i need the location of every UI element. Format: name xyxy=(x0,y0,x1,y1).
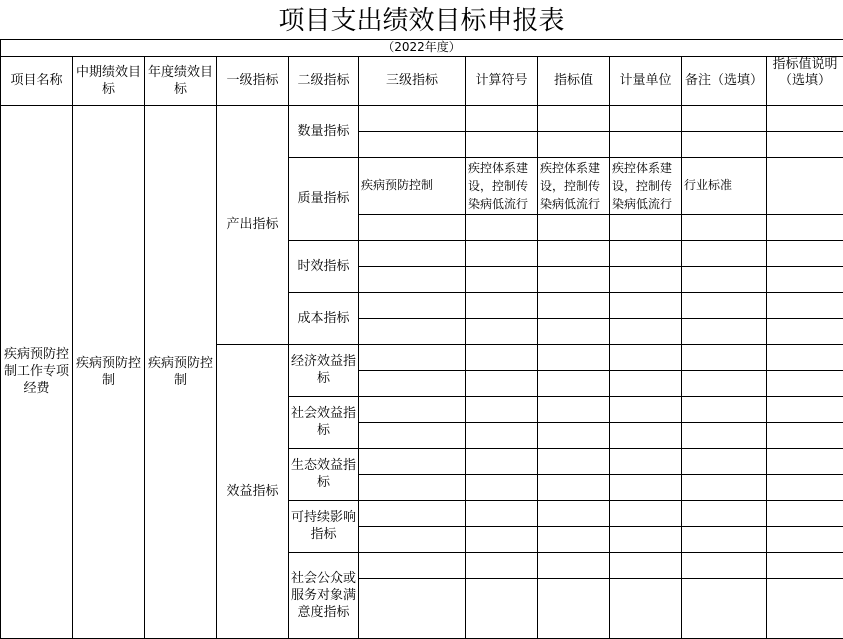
cell xyxy=(359,578,466,638)
cell xyxy=(682,292,767,318)
cell xyxy=(610,552,682,578)
cell xyxy=(682,448,767,474)
cell xyxy=(767,292,843,318)
cell xyxy=(610,370,682,396)
cell xyxy=(466,131,538,157)
cell xyxy=(466,500,538,526)
cell xyxy=(682,131,767,157)
cell xyxy=(538,266,610,292)
level2-satisfaction: 社会公众或服务对象满意度指标 xyxy=(289,552,359,638)
level2-ecological: 生态效益指标 xyxy=(289,448,359,500)
level1-benefit: 效益指标 xyxy=(217,344,289,638)
level1-output: 产出指标 xyxy=(217,105,289,344)
cell xyxy=(466,292,538,318)
cell xyxy=(538,292,610,318)
col-mid-goal: 中期绩效目标 xyxy=(73,56,145,105)
quality-unit: 疾控体系建设，控制传染病低流行 xyxy=(610,157,682,214)
cell xyxy=(538,344,610,370)
cell xyxy=(682,552,767,578)
cell xyxy=(610,526,682,552)
col-level2: 二级指标 xyxy=(289,56,359,105)
cell xyxy=(610,131,682,157)
cell xyxy=(767,240,843,266)
cell xyxy=(466,105,538,131)
cell xyxy=(538,526,610,552)
cell xyxy=(538,578,610,638)
col-unit: 计量单位 xyxy=(610,56,682,105)
cell xyxy=(767,448,843,474)
cell xyxy=(359,240,466,266)
cell xyxy=(359,292,466,318)
cell xyxy=(610,422,682,448)
cell xyxy=(610,500,682,526)
cell xyxy=(359,105,466,131)
cell xyxy=(767,500,843,526)
cell xyxy=(466,474,538,500)
cell xyxy=(538,422,610,448)
level2-economic: 经济效益指标 xyxy=(289,344,359,396)
col-level3: 三级指标 xyxy=(359,56,466,105)
cell xyxy=(466,396,538,422)
cell xyxy=(359,396,466,422)
col-value: 指标值 xyxy=(538,56,610,105)
col-remark: 备注（选填） xyxy=(682,56,767,105)
level2-cost: 成本指标 xyxy=(289,292,359,344)
cell xyxy=(538,500,610,526)
cell xyxy=(767,396,843,422)
cell xyxy=(610,105,682,131)
cell xyxy=(359,266,466,292)
col-annual-goal: 年度绩效目标 xyxy=(145,56,217,105)
col-project-name: 项目名称 xyxy=(1,56,73,105)
cell xyxy=(682,370,767,396)
cell xyxy=(359,370,466,396)
cell xyxy=(610,292,682,318)
cell xyxy=(767,526,843,552)
col-value-desc: 指标值说明（选填） xyxy=(767,56,843,105)
cell xyxy=(767,344,843,370)
cell xyxy=(682,396,767,422)
cell xyxy=(682,318,767,344)
quality-value: 疾控体系建设，控制传染病低流行 xyxy=(538,157,610,214)
col-level1: 一级指标 xyxy=(217,56,289,105)
quality-operator: 疾控体系建设，控制传染病低流行 xyxy=(466,157,538,214)
level2-timeliness: 时效指标 xyxy=(289,240,359,292)
cell xyxy=(466,448,538,474)
cell xyxy=(359,422,466,448)
cell xyxy=(466,344,538,370)
cell xyxy=(538,474,610,500)
cell xyxy=(682,422,767,448)
level2-sustainable: 可持续影响指标 xyxy=(289,500,359,552)
cell xyxy=(767,214,843,240)
cell xyxy=(466,552,538,578)
cell xyxy=(767,105,843,131)
cell xyxy=(682,474,767,500)
cell xyxy=(767,370,843,396)
cell xyxy=(538,131,610,157)
cell xyxy=(538,214,610,240)
cell xyxy=(466,422,538,448)
cell xyxy=(538,105,610,131)
cell xyxy=(466,578,538,638)
cell xyxy=(767,422,843,448)
level2-quantity: 数量指标 xyxy=(289,105,359,157)
cell xyxy=(359,526,466,552)
cell xyxy=(767,266,843,292)
mid-goal-cell: 疾病预防控制 xyxy=(73,105,145,638)
cell xyxy=(767,157,843,214)
cell xyxy=(466,214,538,240)
cell xyxy=(359,448,466,474)
project-name-cell: 疾病预防控制工作专项经费 xyxy=(1,105,73,638)
annual-goal-cell: 疾病预防控制 xyxy=(145,105,217,638)
cell xyxy=(466,266,538,292)
cell xyxy=(682,578,767,638)
cell xyxy=(682,266,767,292)
cell xyxy=(359,131,466,157)
cell xyxy=(682,240,767,266)
cell xyxy=(610,344,682,370)
level2-quality: 质量指标 xyxy=(289,157,359,240)
cell xyxy=(538,552,610,578)
cell xyxy=(359,214,466,240)
cell xyxy=(610,214,682,240)
cell xyxy=(682,526,767,552)
cell xyxy=(466,526,538,552)
cell xyxy=(359,318,466,344)
cell xyxy=(538,240,610,266)
cell xyxy=(359,344,466,370)
cell xyxy=(682,214,767,240)
cell xyxy=(538,448,610,474)
cell xyxy=(538,370,610,396)
page-title: 项目支出绩效目标申报表 xyxy=(0,0,843,39)
quality-remark: 行业标准 xyxy=(682,157,767,214)
cell xyxy=(610,578,682,638)
cell xyxy=(610,318,682,344)
cell xyxy=(610,474,682,500)
cell xyxy=(682,500,767,526)
cell xyxy=(610,396,682,422)
cell xyxy=(767,578,843,638)
col-operator: 计算符号 xyxy=(466,56,538,105)
quality-level3: 疾病预防控制 xyxy=(359,157,466,214)
cell xyxy=(359,500,466,526)
cell xyxy=(767,131,843,157)
cell xyxy=(610,240,682,266)
page-subtitle: （2022年度） xyxy=(0,39,843,56)
cell xyxy=(466,240,538,266)
cell xyxy=(466,318,538,344)
cell xyxy=(767,552,843,578)
cell xyxy=(682,344,767,370)
cell xyxy=(610,266,682,292)
cell xyxy=(359,474,466,500)
level2-social: 社会效益指标 xyxy=(289,396,359,448)
cell xyxy=(538,318,610,344)
cell xyxy=(682,105,767,131)
cell xyxy=(767,474,843,500)
cell xyxy=(610,448,682,474)
cell xyxy=(359,552,466,578)
cell xyxy=(538,396,610,422)
cell xyxy=(466,370,538,396)
cell xyxy=(767,318,843,344)
